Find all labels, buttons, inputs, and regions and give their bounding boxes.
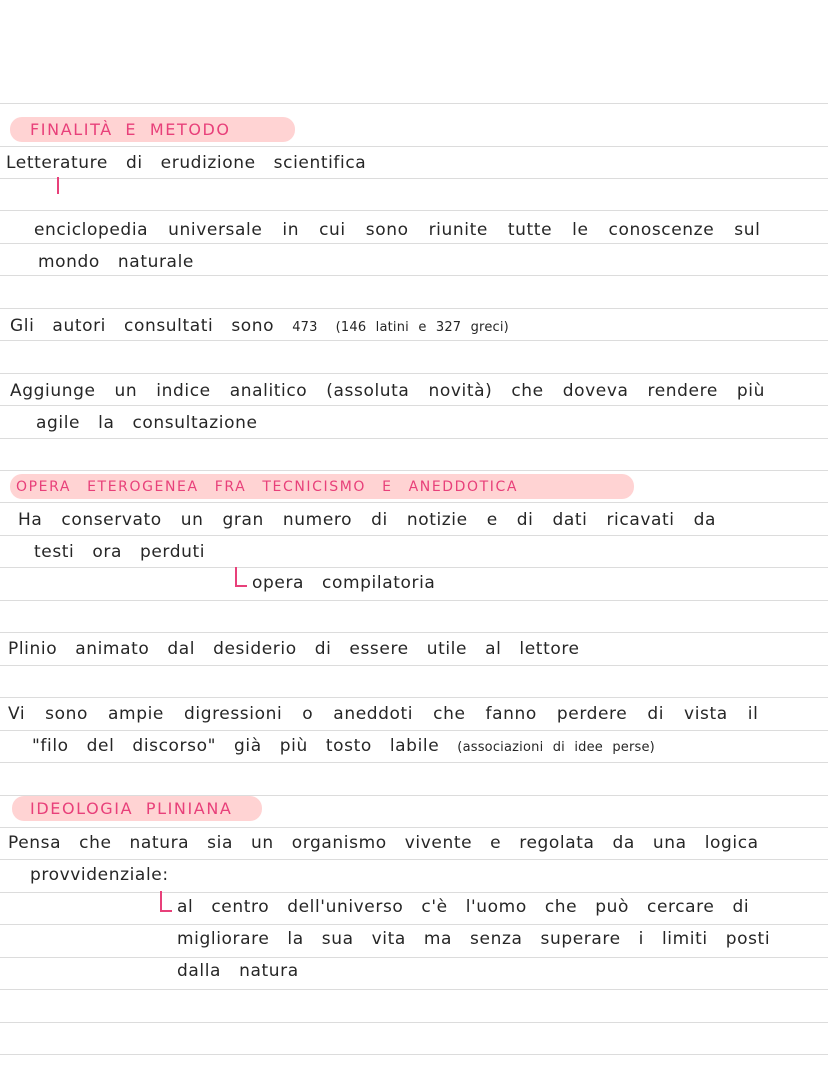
text-line: Aggiunge un indice analitico (assoluta novità) che doveva rendere più bbox=[10, 381, 765, 401]
text-line: Letterature di erudizione scientifica bbox=[6, 153, 367, 173]
ruled-line bbox=[0, 373, 828, 374]
ruled-line bbox=[0, 827, 828, 828]
text-line: al centro dell'universo c'è l'uomo che può cercare di bbox=[177, 897, 750, 917]
ruled-line bbox=[0, 470, 828, 471]
ruled-line bbox=[0, 600, 828, 601]
section-heading-opera: OPERA ETEROGENEA FRA TECNICISMO E ANEDDOTICA bbox=[16, 479, 519, 495]
ruled-line bbox=[0, 178, 828, 179]
ruled-line bbox=[0, 957, 828, 958]
authors-text: Gli autori consultati sono bbox=[10, 316, 275, 336]
ruled-line bbox=[0, 243, 828, 244]
text-line bbox=[32, 736, 655, 758]
text-line bbox=[10, 316, 509, 338]
ruled-line bbox=[0, 924, 828, 925]
text-line: Pensa che natura sia un organismo vivente e regolata da una logica bbox=[8, 833, 759, 853]
section-heading-finalita: FINALITÀ E METODO bbox=[30, 120, 231, 139]
ruled-line bbox=[0, 730, 828, 731]
ruled-line bbox=[0, 210, 828, 211]
authors-detail: (146 latini e 327 greci) bbox=[335, 320, 509, 335]
pink-tick-mark bbox=[57, 177, 59, 194]
ruled-line bbox=[0, 103, 828, 104]
text-line: Vi sono ampie digressioni o aneddoti che fanno perdere di vista il bbox=[8, 704, 759, 724]
text-line: enciclopedia universale in cui sono riunite tutte le conoscenze sul bbox=[34, 220, 761, 240]
section-heading-ideologia: IDEOLOGIA PLINIANA bbox=[30, 799, 233, 818]
ruled-line bbox=[0, 859, 828, 860]
ruled-line bbox=[0, 502, 828, 503]
ruled-line bbox=[0, 567, 828, 568]
text-line: dalla natura bbox=[177, 961, 299, 981]
text-line: mondo naturale bbox=[38, 252, 194, 272]
ruled-line bbox=[0, 665, 828, 666]
ruled-line bbox=[0, 340, 828, 341]
ruled-line bbox=[0, 1054, 828, 1055]
ruled-line bbox=[0, 1022, 828, 1023]
text-line: provvidenziale: bbox=[30, 865, 169, 885]
ruled-line bbox=[0, 535, 828, 536]
thread-text: "filo del discorso" già più tosto labile bbox=[32, 736, 440, 756]
ruled-line bbox=[0, 405, 828, 406]
ruled-line bbox=[0, 762, 828, 763]
ruled-line bbox=[0, 892, 828, 893]
text-line: opera compilatoria bbox=[252, 573, 436, 593]
authors-count: 473 bbox=[292, 320, 318, 335]
ruled-line bbox=[0, 697, 828, 698]
pink-bracket-mark bbox=[235, 567, 247, 587]
pink-bracket-mark bbox=[160, 891, 172, 912]
ruled-line bbox=[0, 275, 828, 276]
text-line: Ha conservato un gran numero di notizie e di dati ricavati da bbox=[18, 510, 717, 530]
text-line: testi ora perduti bbox=[34, 542, 206, 562]
ruled-line bbox=[0, 146, 828, 147]
text-line: Plinio animato dal desiderio di essere utile al lettore bbox=[8, 639, 580, 659]
ruled-line bbox=[0, 438, 828, 439]
text-line: agile la consultazione bbox=[36, 413, 258, 433]
text-line: migliorare la sua vita ma senza superare i limiti posti bbox=[177, 929, 771, 949]
ruled-line bbox=[0, 632, 828, 633]
ruled-line bbox=[0, 308, 828, 309]
thread-note: (associazioni di idee perse) bbox=[457, 740, 655, 755]
ruled-line bbox=[0, 989, 828, 990]
